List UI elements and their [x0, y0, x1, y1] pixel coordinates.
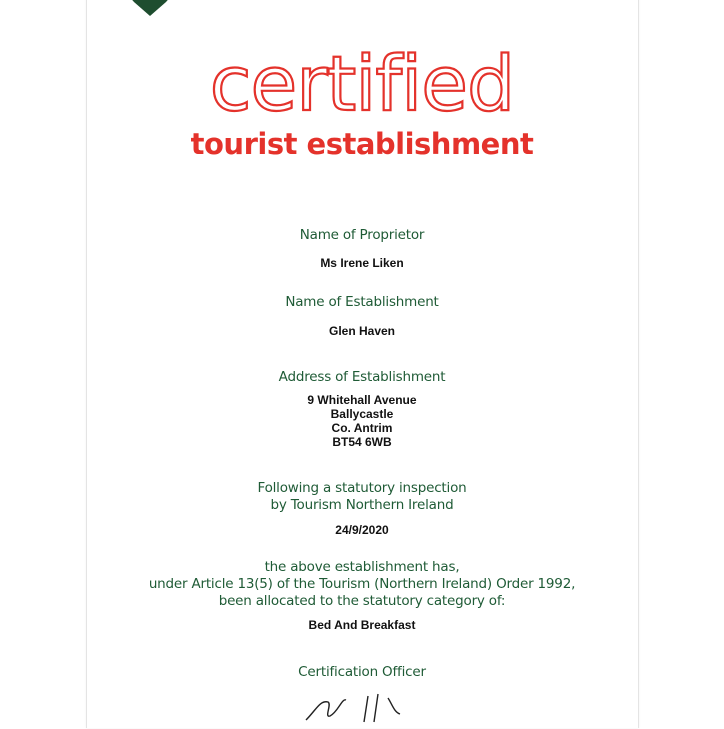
- address-line: Co. Antrim: [331, 421, 393, 435]
- certificate-subtitle: tourist establishment: [190, 127, 534, 161]
- allocation-line-3: been allocated to the statutory category of:: [218, 593, 506, 609]
- signature-icon: [298, 690, 418, 724]
- category-value: Bed And Breakfast: [308, 618, 416, 632]
- address-block: [0, 393, 724, 449]
- establishment-label: Name of Establishment: [285, 294, 439, 310]
- address-label: Address of Establishment: [278, 369, 446, 385]
- allocation-line-1: the above establishment has,: [264, 559, 460, 575]
- address-line: BT54 6WB: [332, 435, 392, 449]
- address-line: Ballycastle: [330, 407, 394, 421]
- certified-title-text: certified: [209, 40, 515, 126]
- certification-officer-label: Certification Officer: [298, 664, 426, 680]
- proprietor-label: Name of Proprietor: [299, 227, 425, 243]
- proprietor-value: Ms Irene Liken: [320, 256, 404, 270]
- inspection-line-1: Following a statutory inspection: [257, 480, 467, 496]
- allocation-line-2: under Article 13(5) of the Tourism (Northern Ireland) Order 1992,: [148, 576, 576, 592]
- certified-title: [0, 40, 724, 126]
- inspection-date: 24/9/2020: [335, 523, 389, 537]
- establishment-value: Glen Haven: [328, 324, 396, 338]
- address-line: 9 Whitehall Avenue: [307, 393, 417, 407]
- inspection-line-2: by Tourism Northern Ireland: [270, 497, 454, 513]
- tourism-ni-badge-icon: [118, 0, 182, 18]
